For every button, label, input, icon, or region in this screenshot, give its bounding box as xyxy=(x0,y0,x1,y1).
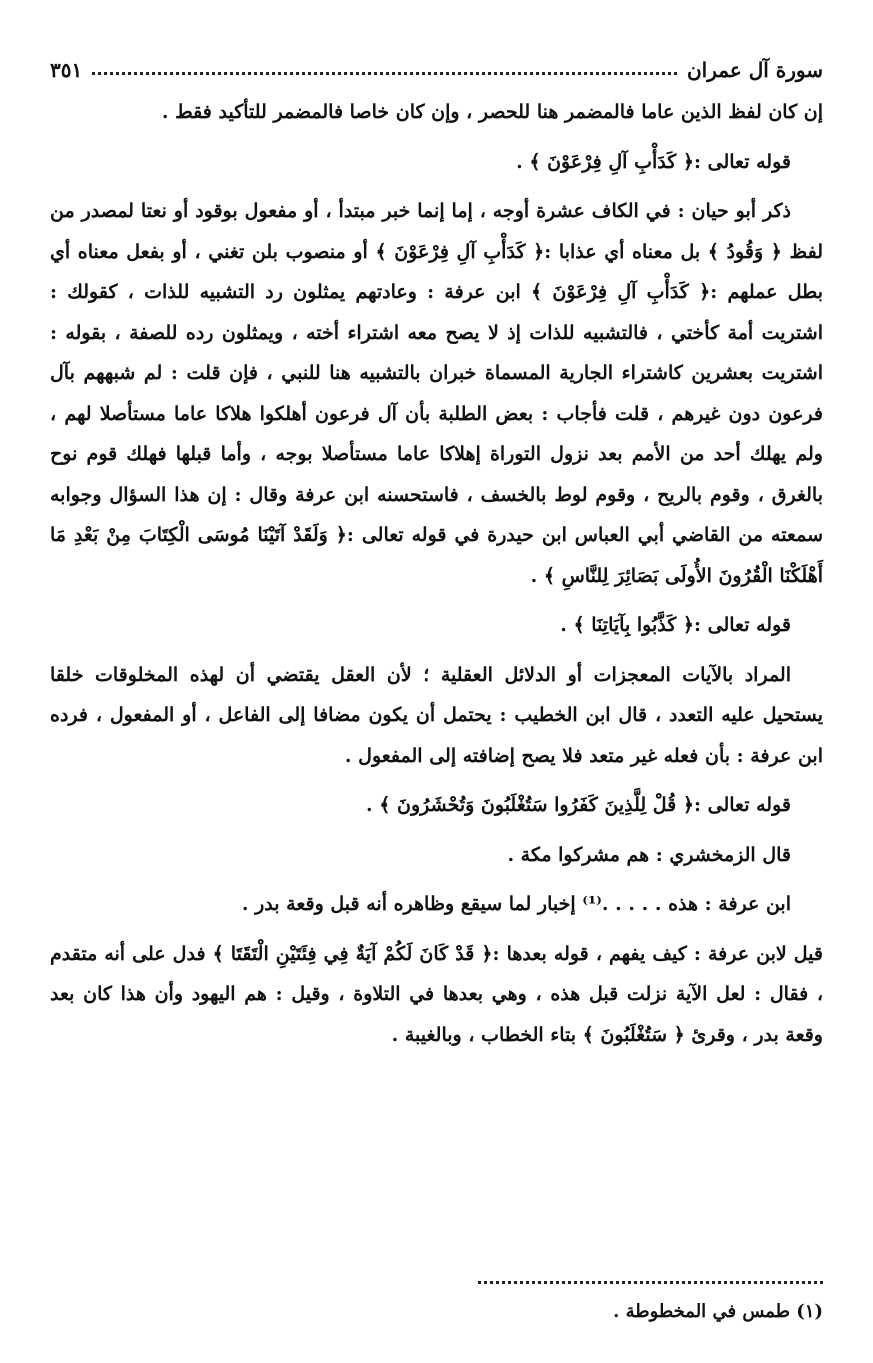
footnote: (١) طمس في المخطوطة . xyxy=(613,1301,823,1322)
paragraph: قال الزمخشري : هم مشركوا مكة . xyxy=(507,843,791,866)
paragraph: إن كان لفظ الذين عاما فالمضمر هنا للحصر ، وإن كان خاصا فالمضمر للتأكيد فقط . xyxy=(161,101,823,123)
paragraph: المراد بالآيات المعجزات أو الدلائل العقلية ؛ لأن العقل يقتضي أن لهذه المخلوقات خلقا يستحيل عليه التعدد ، قال ابن الخطيب : يحتمل أن يكون مضافا إلى الفاعل ، أو المفعول ، فرده ابن عرفة : بأن فعله غير متعد فلا يصح إضافته إلى المفعول . xyxy=(50,663,823,767)
main-text xyxy=(50,92,823,1064)
paragraph: ابن عرفة : هذه . . . . .⁽¹⁾ إخبار لما سيقع وظاهره أنه قبل وقعة بدر . xyxy=(241,893,791,915)
page-number: ٣٥١ xyxy=(50,58,83,82)
header-dotted-rule xyxy=(92,71,677,75)
paragraph: قوله تعالى :﴿ كَدَأْبِ آلِ فِرْعَوْنَ ﴾ . xyxy=(516,150,791,173)
paragraph: قوله تعالى :﴿ قُلْ لِلَّذِينَ كَفَرُوا سَتُغْلَبُونَ وَتُحْشَرُونَ ﴾ . xyxy=(366,794,791,816)
paragraph: قوله تعالى :﴿ كَذَّبُوا بِآيَاتِنَا ﴾ . xyxy=(560,614,791,636)
footnote-separator xyxy=(478,1281,823,1284)
surah-title: سورة آل عمران xyxy=(686,58,823,82)
paragraph: قيل لابن عرفة : كيف يفهم ، قوله بعدها :﴿ قَدْ كَانَ لَكُمْ آيَةٌ فِي فِئَتَيْنِ الْتَقَتَا ﴾ فدل على أنه متقدم ، فقال : لعل الآية نزلت قبل هذه ، وهي بعدها في التلاوة ، وقيل : هم اليهود وأن هذا كان بعد وقعة بدر ، وقرئ ﴿ سَتُغْلَبُونَ ﴾ بتاء الخطاب ، وبالغيبة . xyxy=(50,942,823,1046)
running-header xyxy=(50,50,823,82)
paragraph: ذكر أبو حيان : في الكاف عشرة أوجه ، إما إنما خبر مبتدأ ، أو مفعول بوقود أو نعتا لمصدر من لفظ ﴿ وَقُودُ ﴾ بل معناه أي عذابا :﴿ كَدَأْبِ آلِ فِرْعَوْنَ ﴾ أو منصوب بلن تغني ، أو بفعل معناه أي بطل عملهم :﴿ كَدَأْبِ آلِ فِرْعَوْنَ ﴾ ابن عرفة : وعادتهم يمثلون رد التشبيه للذات ، كقولك : اشتريت أمة كأختي ، فالتشبيه للذات إذ لا يصح معه اشتراء أخته ، ويمثلون رده للصفة ، بقوله : اشتريت بعشرين كاشتراء الجارية المسماة خبران بالتشبيه هنا للنبي ، فإن قلت : لم شبههم بآل فرعون دون غيرهم ، قلت فأجاب : بعض الطلبة بأن آل فرعون أهلكوا هلاكا عاما مستأصلا لهم ، ولم يهلك أحد من الأمم بعد نزول التوراة إهلاكا عاما مستأصلا بوجه ، وأما قبلها فهلك قوم نوح بالغرق ، وقوم بالريح ، وقوم لوط بالخسف ، فاستحسنه ابن عرفة وقال : إن هذا السؤال وجوابه سمعته من القاضي أبي العباس ابن حيدرة في قوله تعالى :﴿ وَلَقَدْ آتَيْنَا مُوسَى الْكِتَابَ مِنْ بَعْدِ مَا أَهْلَكْنَا الْقُرُونَ الأُولَى بَصَائِرَ لِلنَّاسِ ﴾ . xyxy=(50,200,823,587)
